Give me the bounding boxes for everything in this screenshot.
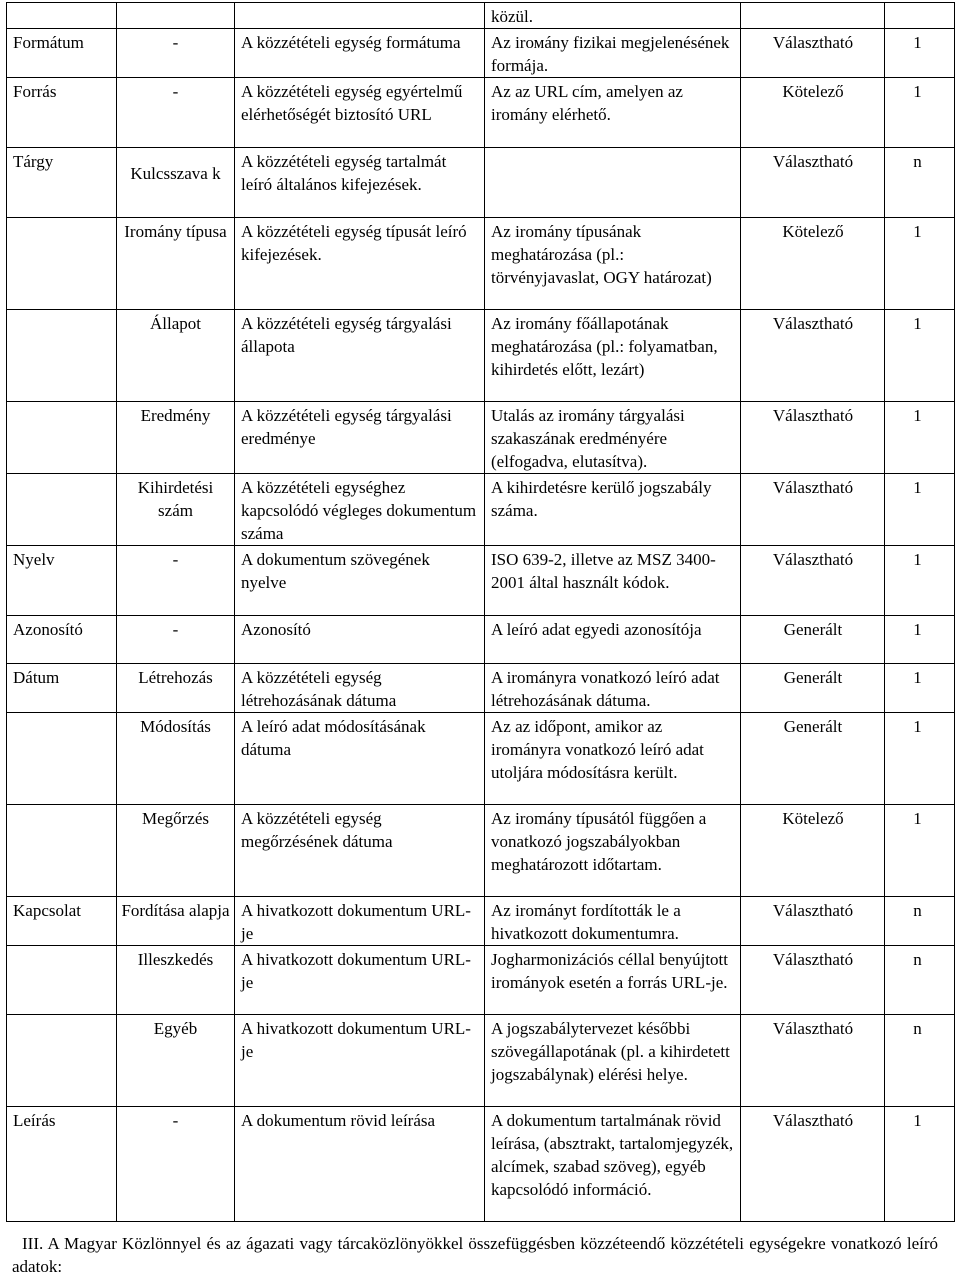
subelement-cell: - — [117, 78, 235, 148]
element-name-cell: Leírás — [7, 1107, 117, 1222]
subelement-cell: Egyéb — [117, 1015, 235, 1107]
cardinality-cell: 1 — [885, 546, 955, 616]
subelement-cell: Állapot — [117, 310, 235, 402]
element-name-cell — [7, 805, 117, 897]
definition-cell: A közzétételi egység tárgyalási eredménye — [235, 402, 485, 474]
cardinality-cell: 1 — [885, 616, 955, 664]
cardinality-cell: 1 — [885, 713, 955, 805]
element-name-cell: Forrás — [7, 78, 117, 148]
cardinality-cell: n — [885, 148, 955, 218]
obligation-cell: Választható — [741, 897, 885, 946]
cardinality-cell — [885, 3, 955, 29]
subelement-cell: Megőrzés — [117, 805, 235, 897]
description-cell: A dokumentum tartalmának rövid leírása, (absztrakt, tartalomjegyzék, alcímek, szabad szöveg), egyéb kapcsolódó információ. — [485, 1107, 741, 1222]
table-row — [7, 78, 955, 148]
cardinality-cell: 1 — [885, 78, 955, 148]
subelement-cell: - — [117, 29, 235, 78]
definition-cell: A közzétételi egység tárgyalási állapota — [235, 310, 485, 402]
obligation-cell: Generált — [741, 713, 885, 805]
obligation-cell: Kötelező — [741, 78, 885, 148]
obligation-cell: Választható — [741, 310, 885, 402]
section-heading-iii — [12, 1232, 938, 1278]
description-cell: Az az URL cím, amelyen az iromány elérhető. — [485, 78, 741, 148]
cardinality-cell: 1 — [885, 29, 955, 78]
subelement-cell: Iromány típusa — [117, 218, 235, 310]
section-heading-text: III. A Magyar Közlönnyel és az ágazati vagy tárcaközlönyökkel összefüggésben közzéteendő közzétételi egységekre vonatkozó leíró adatok: — [12, 1234, 938, 1276]
obligation-cell: Választható — [741, 1015, 885, 1107]
obligation-cell — [741, 3, 885, 29]
table-row — [7, 897, 955, 946]
obligation-cell: Kötelező — [741, 805, 885, 897]
obligation-cell: Választható — [741, 402, 885, 474]
cardinality-cell: 1 — [885, 1107, 955, 1222]
definition-cell: A leíró adat módosításának dátuma — [235, 713, 485, 805]
subelement-cell: Fordítása alapja — [117, 897, 235, 946]
description-cell: Az az időpont, amikor az irományra vonatkozó leíró adat utoljára módosításra került. — [485, 713, 741, 805]
element-name-cell — [7, 1015, 117, 1107]
definition-cell: A hivatkozott dokumentum URL-je — [235, 1015, 485, 1107]
subelement-cell: - — [117, 1107, 235, 1222]
table-row — [7, 402, 955, 474]
definition-cell: A közzétételi egység típusát leíró kifejezések. — [235, 218, 485, 310]
description-cell: A irományra vonatkozó leíró adat létrehozásának dátuma. — [485, 664, 741, 713]
definition-cell: A közzétételi egység egyértelmű elérhetőségét biztosító URL — [235, 78, 485, 148]
subelement-cell: Illeszkedés — [117, 946, 235, 1015]
cardinality-cell: 1 — [885, 664, 955, 713]
cardinality-cell: 1 — [885, 310, 955, 402]
table-row — [7, 148, 955, 218]
description-cell: Az iromány típusának meghatározása (pl.: törvényjavaslat, OGY határozat) — [485, 218, 741, 310]
description-cell: ISO 639-2, illetve az MSZ 3400-2001 által használt kódok. — [485, 546, 741, 616]
cardinality-cell: 1 — [885, 474, 955, 546]
obligation-cell: Generált — [741, 664, 885, 713]
table-row — [7, 310, 955, 402]
table-row — [7, 664, 955, 713]
element-name-cell — [7, 310, 117, 402]
subelement-cell: Kulcsszava k — [117, 148, 235, 218]
description-cell: Jogharmonizációs céllal benyújtott irományok esetén a forrás URL-je. — [485, 946, 741, 1015]
description-cell: A leíró adat egyedi azonosítója — [485, 616, 741, 664]
cardinality-cell: 1 — [885, 805, 955, 897]
description-cell: A jogszabálytervezet későbbi szövegállapotának (pl. a kihirdetett jogszabálynak) elérési helye. — [485, 1015, 741, 1107]
obligation-cell: Választható — [741, 29, 885, 78]
obligation-cell: Választható — [741, 474, 885, 546]
definition-cell: A közzétételi egység létrehozásának dátuma — [235, 664, 485, 713]
table-row — [7, 474, 955, 546]
subelement-cell: Módosítás — [117, 713, 235, 805]
element-name-cell — [7, 3, 117, 29]
table-row — [7, 946, 955, 1015]
description-cell: A kihirdetésre kerülő jogszabály száma. — [485, 474, 741, 546]
element-name-cell — [7, 946, 117, 1015]
element-name-cell — [7, 218, 117, 310]
description-cell — [485, 148, 741, 218]
table-row — [7, 218, 955, 310]
definition-cell: A közzétételi egység megőrzésének dátuma — [235, 805, 485, 897]
definition-cell: A hivatkozott dokumentum URL-je — [235, 897, 485, 946]
description-cell: Utalás az iromány tárgyalási szakaszának eredményére (elfogadva, elutasítva). — [485, 402, 741, 474]
description-cell: Az irомány fizikai megjelenésének formája. — [485, 29, 741, 78]
definition-cell: A közzétételi egységhez kapcsolódó végleges dokumentum száma — [235, 474, 485, 546]
metadata-table — [6, 2, 955, 1222]
definition-cell: A dokumentum szövegének nyelve — [235, 546, 485, 616]
subelement-cell — [117, 3, 235, 29]
description-cell: Az irományt fordították le a hivatkozott dokumentumra. — [485, 897, 741, 946]
subelement-cell: - — [117, 616, 235, 664]
definition-cell: Azonosító — [235, 616, 485, 664]
subelement-cell: Kihirdetési szám — [117, 474, 235, 546]
table-row — [7, 3, 955, 29]
cardinality-cell: n — [885, 1015, 955, 1107]
element-name-cell — [7, 402, 117, 474]
obligation-cell: Választható — [741, 1107, 885, 1222]
table-row — [7, 713, 955, 805]
obligation-cell: Választható — [741, 148, 885, 218]
definition-cell: A közzétételi egység formátuma — [235, 29, 485, 78]
subelement-cell: - — [117, 546, 235, 616]
table-row — [7, 805, 955, 897]
element-name-cell — [7, 474, 117, 546]
table-row — [7, 616, 955, 664]
cardinality-cell: n — [885, 946, 955, 1015]
obligation-cell: Kötelező — [741, 218, 885, 310]
table-row — [7, 546, 955, 616]
table-row — [7, 1015, 955, 1107]
element-name-cell: Nyelv — [7, 546, 117, 616]
subelement-cell: Létrehozás — [117, 664, 235, 713]
cardinality-cell: n — [885, 897, 955, 946]
cardinality-cell: 1 — [885, 218, 955, 310]
element-name-cell: Dátum — [7, 664, 117, 713]
cardinality-cell: 1 — [885, 402, 955, 474]
description-cell: közül. — [485, 3, 741, 29]
obligation-cell: Választható — [741, 546, 885, 616]
table-row — [7, 29, 955, 78]
element-name-cell: Formátum — [7, 29, 117, 78]
element-name-cell: Tárgy — [7, 148, 117, 218]
definition-cell: A közzétételi egység tartalmát leíró általános kifejezések. — [235, 148, 485, 218]
description-cell: Az iromány főállapotának meghatározása (pl.: folyamatban, kihirdetés előtt, lezárt) — [485, 310, 741, 402]
definition-cell: A hivatkozott dokumentum URL-je — [235, 946, 485, 1015]
definition-cell: A dokumentum rövid leírása — [235, 1107, 485, 1222]
element-name-cell: Azonosító — [7, 616, 117, 664]
definition-cell — [235, 3, 485, 29]
obligation-cell: Választható — [741, 946, 885, 1015]
obligation-cell: Generált — [741, 616, 885, 664]
subelement-cell: Eredmény — [117, 402, 235, 474]
table-row — [7, 1107, 955, 1222]
element-name-cell — [7, 713, 117, 805]
description-cell: Az iromány típusától függően a vonatkozó jogszabályokban meghatározott időtartam. — [485, 805, 741, 897]
element-name-cell: Kapcsolat — [7, 897, 117, 946]
